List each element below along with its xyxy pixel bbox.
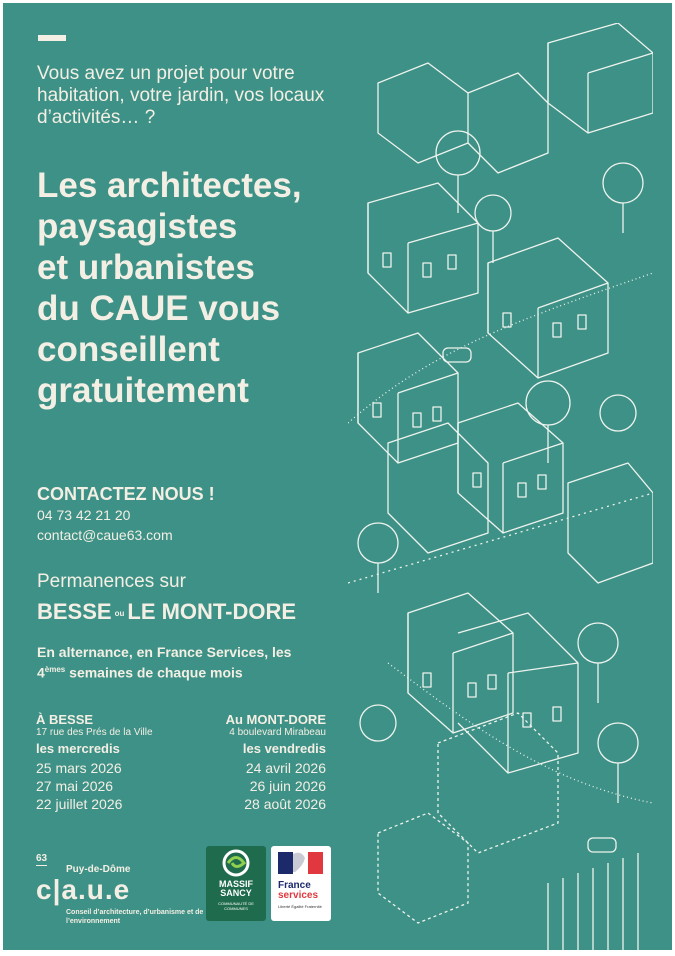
mont-dore-date: 24 avril 2026 [245,760,326,776]
alternance-line2 [37,661,337,682]
massif-subtitle: COMMUNAUTÉ DE COMMUNES [218,901,254,911]
france-services-motto: Liberté Égalité Fraternité [278,904,322,909]
marianne-icon [271,846,331,878]
caue-description: Conseil d’architecture, d’urbanisme et de l’environnement [66,909,204,925]
besse-date: 25 mars 2026 [36,760,122,776]
caue-wordmark: c|a.u.e [36,874,131,905]
besse-date: 27 mai 2026 [36,778,114,794]
alternance-ordinal: 4 [37,664,45,681]
permanences-label: Permanences sur [37,571,186,592]
france-services-logo [271,846,331,921]
mont-dore-address: 4 boulevard Mirabeau [229,727,326,738]
besse-place: À BESSE [36,712,94,727]
alternance-rest: semaines de chaque mois [65,664,243,681]
france-services-line1: France [278,880,311,891]
massif-name: MASSIF SANCY [218,879,253,898]
contact-title: CONTACTEZ NOUS ! [37,484,215,504]
headline [37,165,337,411]
france-services-line2: services [278,890,319,901]
mont-dore-schedule [176,713,326,813]
town-mont-dore: LE MONT-DORE [127,599,297,624]
caue-logo [36,848,204,925]
alternance-line1: En alternance, en France Services, les [37,644,292,660]
headline-line: conseillent [37,330,220,369]
headline-line: et urbanistes [37,248,255,287]
neighbourhood-illustration [348,23,653,950]
contact-email: contact@caue63.com [37,527,173,543]
mont-dore-place: Au MONT-DORE [225,712,326,727]
town-besse: BESSE [37,599,112,624]
towns-title [37,599,296,625]
headline-line: gratuitement [37,371,249,410]
mont-dore-date: 28 août 2026 [244,796,326,812]
contact-phone: 04 73 42 21 20 [37,507,131,523]
besse-day: les mercredis [36,741,120,756]
alternance-text [37,643,337,682]
besse-date: 22 juillet 2026 [36,796,123,812]
mont-dore-date: 26 juin 2026 [249,778,326,794]
headline-line: Les architectes, [37,166,302,205]
poster [3,3,672,950]
massif-sancy-logo [206,846,266,921]
alternance-sup: èmes [44,665,66,674]
besse-address: 17 rue des Prés de la Ville [36,727,153,738]
caue-department: Puy-de-Dôme [66,864,131,875]
caue-number: 63 [36,853,48,864]
besse-schedule [36,713,186,813]
headline-line: paysagistes [37,207,238,246]
decorative-dash [38,35,66,41]
mont-dore-day: les vendredis [242,741,326,756]
ou-connector: ou [114,608,125,618]
headline-line: du CAUE vous [37,289,281,328]
intro-text: Vous avez un projet pour votre habitation, votre jardin, vos locaux d’activités… ? [37,63,325,128]
spiral-icon [206,846,266,880]
